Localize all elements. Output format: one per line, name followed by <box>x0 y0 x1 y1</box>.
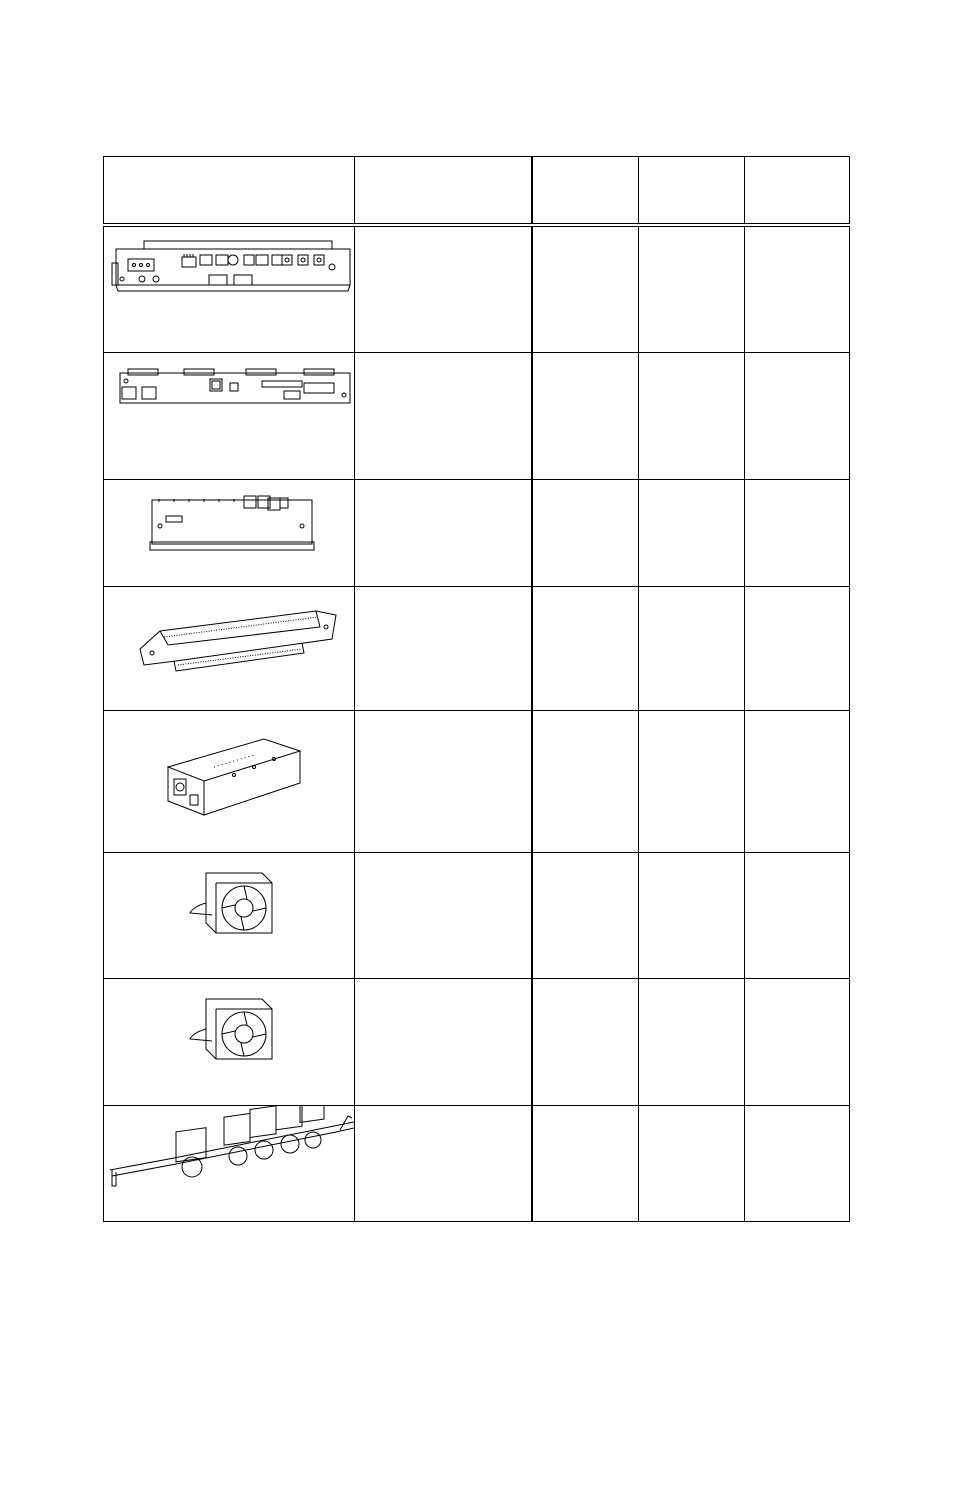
table-cell <box>744 853 849 979</box>
table-cell <box>532 711 638 853</box>
fan-icon <box>104 853 354 978</box>
table-cell <box>532 225 638 353</box>
table-cell <box>355 225 533 353</box>
table-row <box>104 711 850 853</box>
table-cell <box>532 587 638 711</box>
table-cell <box>532 853 638 979</box>
table-cell <box>355 587 533 711</box>
parts-table <box>103 156 850 1222</box>
header-cell <box>532 157 638 226</box>
table-cell <box>639 353 744 480</box>
illustration-cell <box>104 480 355 587</box>
table-cell <box>639 587 744 711</box>
table-cell <box>744 711 849 853</box>
table-row <box>104 1106 850 1222</box>
table-row <box>104 480 850 587</box>
illustration-cell <box>104 711 355 853</box>
table-cell <box>744 1106 849 1222</box>
header-cell <box>639 157 744 226</box>
table-cell <box>744 480 849 587</box>
table-cell <box>355 853 533 979</box>
table-row <box>104 225 850 353</box>
illustration-cell <box>104 353 355 480</box>
interface-board-icon <box>104 480 354 586</box>
table-cell <box>744 979 849 1106</box>
table-row <box>104 353 850 480</box>
header-row <box>104 157 850 226</box>
fan-assembly-icon <box>104 1106 354 1221</box>
table-cell <box>639 853 744 979</box>
illustration-cell <box>104 587 355 711</box>
table-cell <box>744 225 849 353</box>
illustration-cell <box>104 1106 355 1222</box>
table-cell <box>355 979 533 1106</box>
fan-icon <box>104 979 354 1105</box>
table-cell <box>532 979 638 1106</box>
header-cell <box>355 157 533 226</box>
table-row <box>104 853 850 979</box>
table-cell <box>639 225 744 353</box>
table-cell <box>532 480 638 587</box>
header-cell <box>104 157 355 226</box>
table-cell <box>355 353 533 480</box>
table-cell <box>744 353 849 480</box>
control-board-icon <box>104 227 354 352</box>
table-row <box>104 587 850 711</box>
riser-card-icon <box>104 587 354 710</box>
power-supply-icon <box>104 711 354 852</box>
illustration-cell <box>104 225 355 353</box>
table-cell <box>355 480 533 587</box>
table-cell <box>639 480 744 587</box>
illustration-cell <box>104 979 355 1106</box>
table-cell <box>532 353 638 480</box>
table-cell <box>355 711 533 853</box>
table-cell <box>639 711 744 853</box>
header-cell <box>744 157 849 226</box>
table-row <box>104 979 850 1106</box>
table-cell <box>532 1106 638 1222</box>
table-cell <box>744 587 849 711</box>
backplane-board-icon <box>104 353 354 479</box>
illustration-cell <box>104 853 355 979</box>
table-cell <box>355 1106 533 1222</box>
table-cell <box>639 1106 744 1222</box>
table-cell <box>639 979 744 1106</box>
